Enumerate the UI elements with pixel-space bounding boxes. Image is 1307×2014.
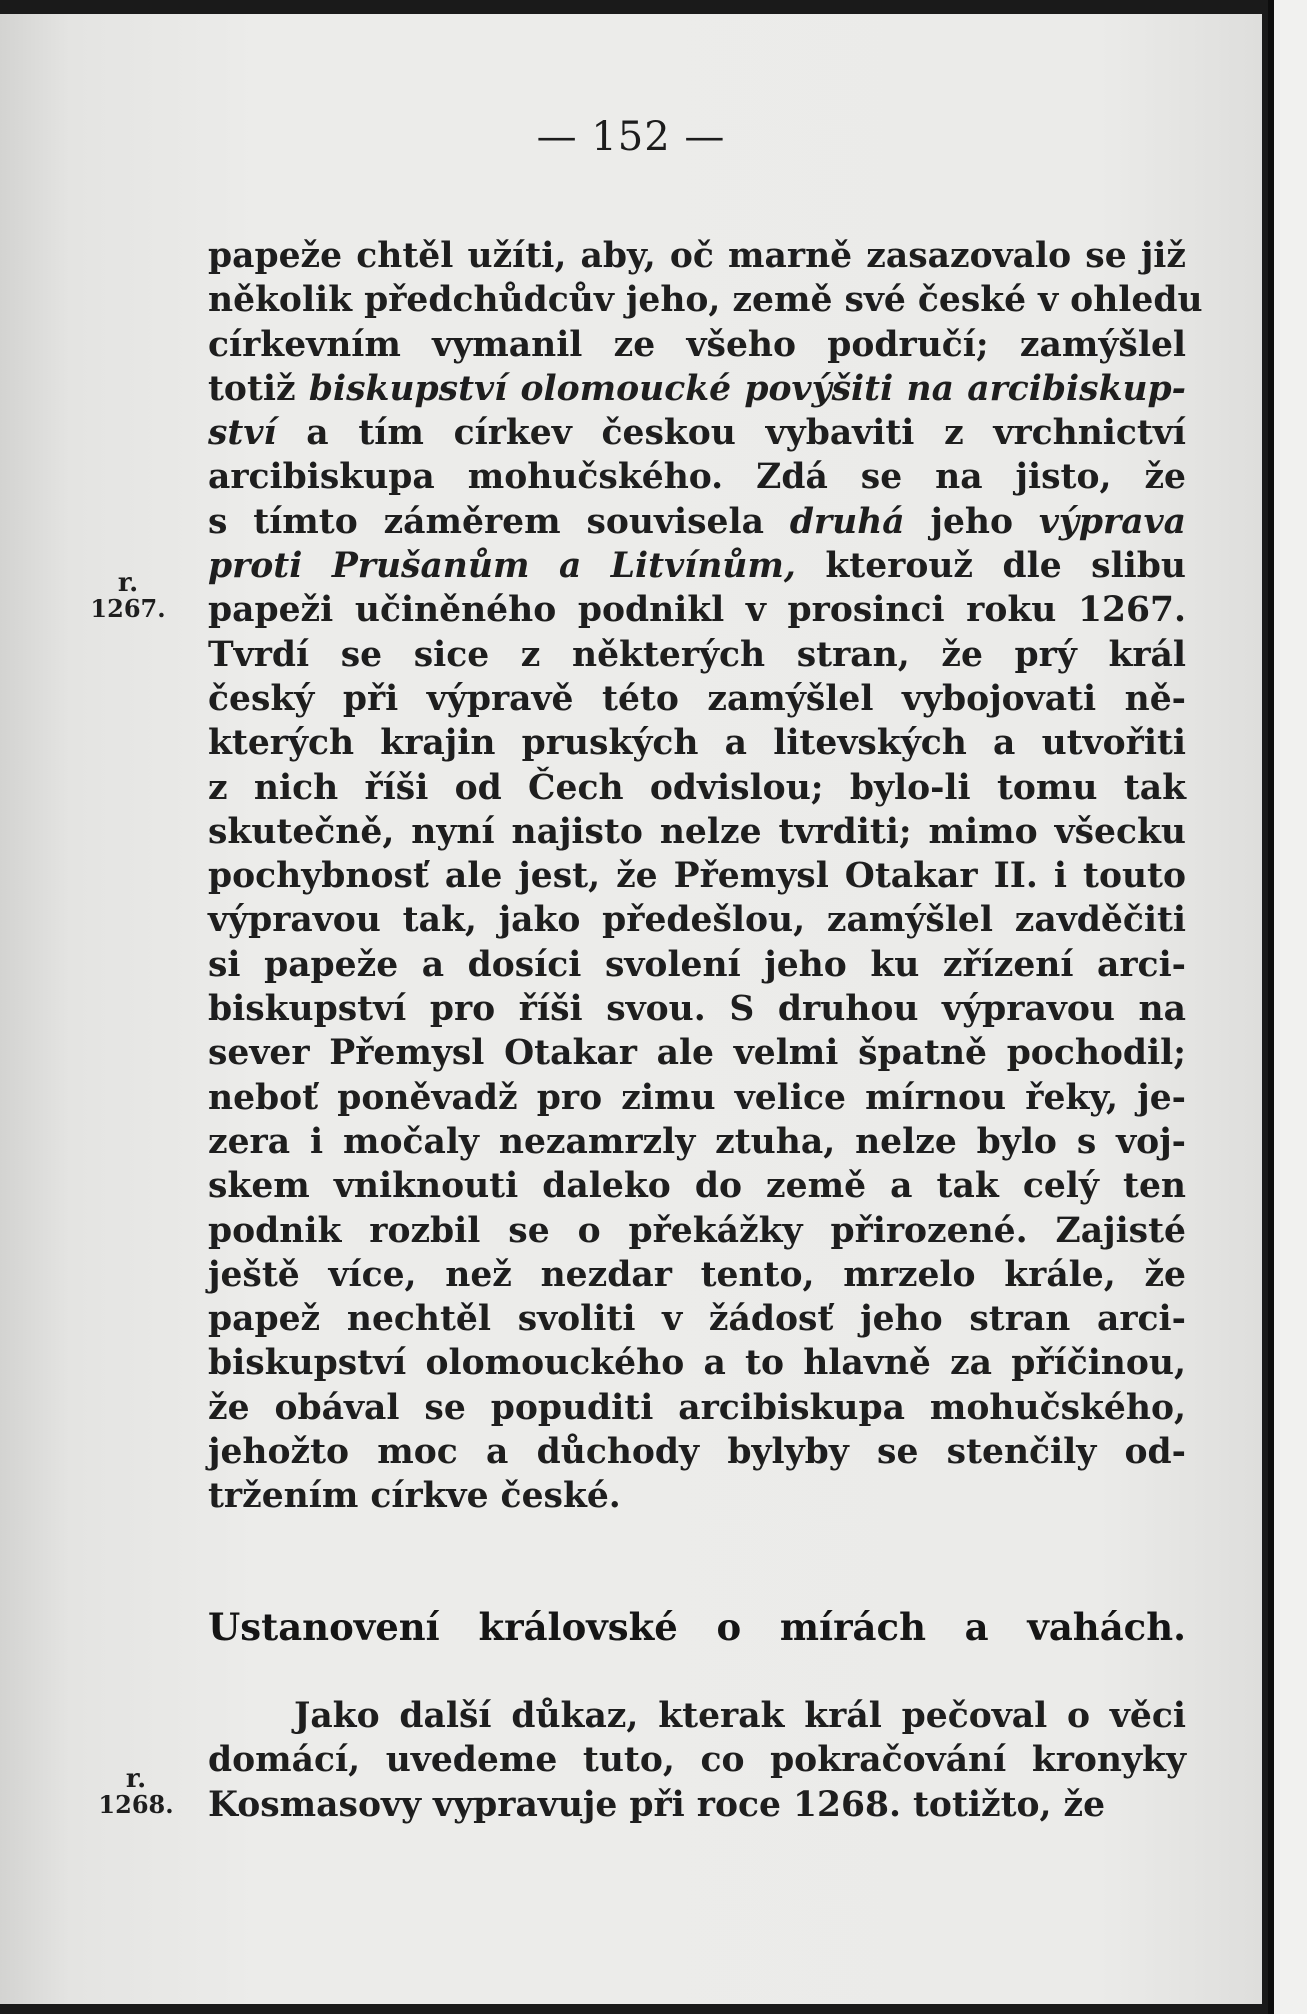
text-span: s tímto záměrem souvisela [208, 501, 790, 542]
margin-note-prefix: r. [125, 1764, 147, 1794]
italic-text: biskupství olomoucké povýšiti na arcibiskup- [308, 368, 1186, 409]
italic-text: výprava [1038, 501, 1186, 542]
text-line: ještě více, než nezdar tento, mrzelo krále, že [208, 1254, 1186, 1295]
text-line: že obával se popuditi arcibiskupa mohučského, [208, 1387, 1186, 1428]
text-line: sever Přemysl Otakar ale velmi špatně pochodil; [208, 1033, 1186, 1074]
text-line: papeži učiněného podnikl v prosinci roku 1267. [208, 590, 1186, 631]
margin-note-prefix: r. [117, 568, 139, 598]
italic-text: druhá [789, 501, 905, 542]
text-line: skem vniknouti daleko do země a tak celý ten [208, 1166, 1186, 1207]
section-heading: Ustanovení královské o mírách a vahách. [208, 1605, 1186, 1649]
margin-note-1268 [96, 1766, 176, 1818]
adjacent-page-edge [1268, 0, 1307, 2014]
text-line: výpravou tak, jako předešlou, zamýšlel zavděčiti [208, 900, 1186, 941]
text-line: kterých krajin pruských a litevských a utvořiti [208, 723, 1186, 764]
text-line: několik předchůdcův jeho, země své české v ohledu [208, 280, 1203, 321]
text-line: skutečně, nyní najisto nelze tvrditi; mimo všecku [208, 811, 1186, 852]
text-line: neboť poněvadž pro zimu velice mírnou řeky, je- [208, 1077, 1186, 1118]
text-line [208, 411, 1186, 455]
text-line: podnik rozbil se o překážky přirozené. Zajisté [208, 1210, 1186, 1251]
text-line: pochybnosť ale jest, že Přemysl Otakar II. i touto [208, 856, 1186, 897]
text-line: biskupství olomouckého a to hlavně za příčinou, [208, 1343, 1186, 1384]
margin-note-year: 1268. [98, 1790, 174, 1819]
text-span: a tím církev českou vybaviti z vrchnictví [276, 413, 1186, 454]
second-paragraph [208, 1694, 1186, 1827]
page-gutter [1268, 0, 1274, 2014]
text-line: arcibiskupa mohučského. Zdá se na jisto, že [208, 457, 1186, 498]
text-line [208, 544, 1186, 588]
text-line: domácí, uvedeme tuto, co pokračování kronyky [208, 1740, 1186, 1781]
text-span: totiž [208, 368, 309, 409]
text-line: jehožto moc a důchody bylyby se stenčily od- [208, 1432, 1186, 1473]
text-line: papeže chtěl užíti, aby, oč marně zasazovalo se již [208, 236, 1186, 276]
text-span: kterouž dle slibu [795, 546, 1186, 587]
text-line: Tvrdí se sice z některých stran, že prý král [208, 634, 1186, 675]
text-line: papež nechtěl svoliti v žádosť jeho stran arci- [208, 1299, 1186, 1340]
main-paragraph [208, 234, 1203, 1519]
italic-text: ství [208, 413, 277, 454]
book-page [0, 14, 1262, 2004]
text-line: český při výpravě této zamýšlel vybojovati ně- [208, 678, 1186, 719]
text-line: církevním vymanil ze všeho područí; zamýšlel [208, 324, 1186, 365]
text-line: si papeže a dosíci svolení jeho ku zřízení arci- [208, 944, 1186, 985]
text-line [208, 500, 1186, 544]
text-line: biskupství pro říši svou. S druhou výpravou na [208, 989, 1186, 1030]
text-line: zera i močaly nezamrzly ztuha, nelze bylo s voj- [208, 1121, 1186, 1162]
text-line [208, 367, 1186, 411]
page-number: — 152 — [536, 114, 726, 160]
text-line: tržením církve české. [208, 1476, 621, 1517]
text-line: Jako další důkaz, kterak král pečoval o věci [294, 1696, 1186, 1736]
text-line: z nich říši od Čech odvislou; bylo-li tomu tak [208, 767, 1186, 808]
margin-note-1267 [88, 570, 168, 622]
text-line: Kosmasovy vypravuje při roce 1268. totižto, že [208, 1784, 1106, 1825]
margin-note-year: 1267. [90, 594, 166, 623]
italic-text: proti Prušanům a Litvínům, [208, 546, 796, 587]
text-span: jeho [904, 501, 1039, 542]
